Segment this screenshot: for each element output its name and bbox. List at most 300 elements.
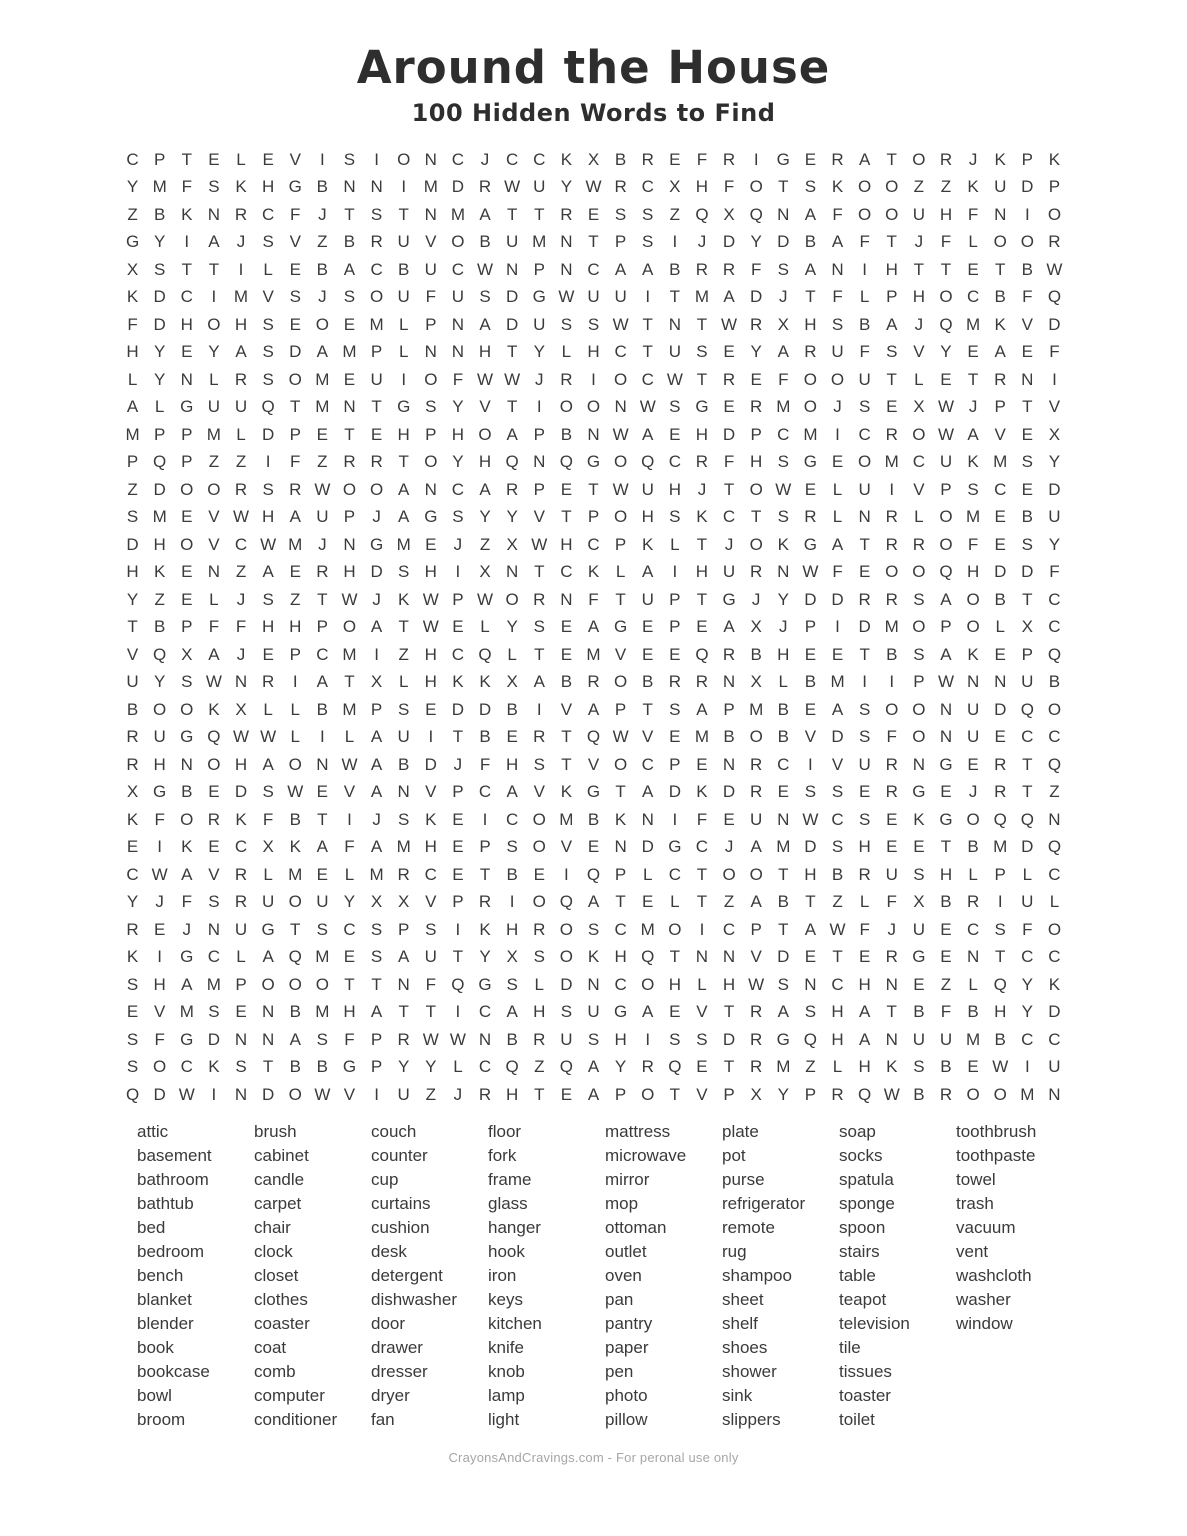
grid-letter: N — [506, 562, 519, 582]
grid-letter: Y — [614, 1057, 627, 1077]
grid-letter: S — [370, 947, 383, 967]
grid-letter: T — [886, 149, 897, 169]
grid-letter: C — [234, 837, 248, 857]
grid-letter: P — [289, 424, 301, 444]
word-item: stairs — [839, 1242, 880, 1261]
grid-letter: T — [696, 892, 708, 912]
grid-letter: B — [398, 754, 410, 774]
grid-letter: K — [289, 837, 301, 857]
grid-letter: U — [587, 287, 600, 307]
grid-letter: A — [316, 672, 329, 692]
grid-letter: E — [181, 589, 193, 609]
grid-letter: T — [832, 947, 843, 967]
grid-letter: S — [669, 699, 681, 719]
grid-letter: N — [641, 809, 654, 829]
grid-letter: L — [398, 342, 409, 362]
grid-letter: S — [262, 589, 274, 609]
grid-letter: L — [859, 892, 870, 912]
grid-letter: Q — [1020, 809, 1034, 829]
word-item: trash — [956, 1194, 994, 1213]
grid-letter: I — [238, 259, 244, 279]
grid-letter: B — [316, 177, 329, 197]
grid-letter: L — [263, 699, 273, 719]
grid-letter: I — [157, 837, 163, 857]
grid-letter: P — [886, 287, 898, 307]
grid-letter: D — [289, 342, 302, 362]
grid-letter: P — [533, 424, 545, 444]
grid-letter: E — [669, 644, 681, 664]
grid-letter: K — [208, 699, 220, 719]
grid-letter: H — [560, 534, 573, 554]
grid-letter: G — [695, 397, 709, 417]
grid-letter: O — [261, 974, 275, 994]
grid-letter: F — [588, 589, 599, 609]
grid-letter: P — [398, 919, 410, 939]
grid-letter: O — [315, 314, 329, 334]
grid-letter: C — [478, 1057, 492, 1077]
grid-letter: K — [614, 809, 627, 829]
grid-row — [119, 1054, 1068, 1082]
grid-letter: R — [858, 589, 871, 609]
grid-letter: U — [261, 892, 275, 912]
grid-letter: L — [859, 287, 870, 307]
word-item: mirror — [605, 1170, 650, 1189]
grid-letter: A — [587, 699, 600, 719]
grid-letter: F — [940, 232, 952, 252]
grid-letter: G — [722, 589, 736, 609]
grid-letter: U — [939, 452, 953, 472]
grid-letter: E — [642, 617, 654, 637]
grid-letter: C — [587, 534, 600, 554]
grid-letter: T — [398, 204, 409, 224]
grid-letter: O — [532, 837, 546, 857]
grid-letter: E — [967, 754, 979, 774]
grid-letter: O — [532, 809, 546, 829]
grid-letter: S — [289, 287, 301, 307]
grid-letter: I — [862, 672, 867, 692]
grid-letter: U — [451, 287, 465, 307]
grid-letter: W — [775, 479, 792, 499]
grid-letter: E — [858, 947, 871, 967]
grid-letter: R — [750, 1029, 763, 1049]
footer-credit: CrayonsAndCravings.com - For peronal use only — [448, 1450, 739, 1465]
grid-letter: S — [669, 397, 681, 417]
grid-letter: D — [1048, 314, 1061, 334]
grid-letter: H — [180, 314, 193, 334]
grid-letter: J — [887, 919, 896, 939]
word-item: fork — [488, 1146, 517, 1165]
word-item: bowl — [137, 1386, 172, 1405]
word-item: cabinet — [254, 1146, 309, 1165]
grid-letter: V — [533, 507, 545, 527]
grid-letter: W — [341, 754, 358, 774]
grid-letter: R — [695, 452, 709, 472]
grid-letter: L — [236, 947, 246, 967]
grid-letter: W — [422, 617, 439, 637]
grid-letter: S — [777, 974, 789, 994]
grid-letter: E — [452, 864, 464, 884]
grid-letter: L — [968, 864, 978, 884]
grid-letter: T — [859, 534, 870, 554]
grid-letter: B — [994, 287, 1006, 307]
grid-letter: H — [668, 479, 681, 499]
grid-letter: N — [885, 974, 898, 994]
grid-letter: Q — [1047, 837, 1062, 857]
grid-letter: G — [912, 782, 926, 802]
grid-letter: B — [777, 727, 789, 747]
grid-row — [119, 1081, 1068, 1109]
word-item: shower — [722, 1362, 777, 1381]
grid-letter: D — [831, 589, 844, 609]
word-item: teapot — [839, 1290, 887, 1309]
grid-letter: E — [316, 424, 329, 444]
grid-letter: O — [1020, 232, 1034, 252]
grid-letter: B — [587, 809, 600, 829]
grid-letter: S — [804, 782, 817, 802]
grid-letter: C — [641, 369, 654, 389]
grid-letter: T — [805, 287, 816, 307]
grid-letter: H — [261, 507, 275, 527]
grid-letter: D — [831, 727, 844, 747]
grid-letter: X — [1021, 617, 1033, 637]
grid-letter: J — [779, 617, 788, 637]
grid-letter: E — [804, 149, 817, 169]
grid-letter: P — [994, 864, 1006, 884]
grid-letter: D — [722, 1029, 736, 1049]
grid-letter: I — [645, 287, 651, 307]
grid-letter: D — [370, 562, 383, 582]
grid-letter: B — [506, 699, 518, 719]
grid-letter: T — [696, 314, 708, 334]
grid-letter: N — [316, 754, 329, 774]
grid-letter: S — [425, 919, 437, 939]
grid-letter: O — [180, 534, 194, 554]
grid-letter: A — [587, 892, 600, 912]
grid-letter: O — [207, 754, 221, 774]
grid-letter: N — [234, 672, 248, 692]
grid-letter: M — [830, 672, 845, 692]
grid-letter: T — [208, 259, 220, 279]
grid-letter: Q — [749, 204, 763, 224]
grid-letter: E — [181, 342, 193, 362]
grid-letter: J — [697, 479, 707, 499]
grid-letter: L — [832, 479, 843, 499]
grid-letter: U — [939, 1029, 953, 1049]
grid-letter: F — [425, 287, 436, 307]
grid-letter: E — [913, 837, 925, 857]
grid-row — [119, 559, 1068, 587]
grid-letter: R — [614, 177, 627, 197]
grid-letter: A — [398, 479, 410, 499]
grid-letter: D — [153, 287, 166, 307]
grid-letter: E — [804, 479, 817, 499]
grid-letter: T — [506, 397, 518, 417]
grid-letter: E — [642, 644, 654, 664]
grid-letter: J — [697, 232, 707, 252]
grid-letter: N — [966, 947, 980, 967]
grid-letter: F — [262, 809, 274, 829]
grid-letter: W — [477, 259, 494, 279]
word-item: pot — [722, 1146, 746, 1165]
grid-letter: S — [425, 397, 437, 417]
word-item: tile — [839, 1338, 861, 1357]
grid-letter: D — [506, 287, 519, 307]
grid-letter: E — [642, 892, 654, 912]
grid-letter: B — [750, 644, 762, 664]
grid-letter: R — [885, 947, 898, 967]
word-item: drawer — [371, 1338, 423, 1357]
grid-letter: R — [722, 259, 736, 279]
grid-letter: C — [451, 259, 465, 279]
grid-letter: T — [696, 534, 708, 554]
grid-letter: H — [695, 177, 709, 197]
grid-letter: T — [696, 864, 708, 884]
grid-letter: E — [587, 837, 600, 857]
grid-letter: V — [289, 149, 301, 169]
grid-letter: D — [478, 699, 492, 719]
grid-letter: A — [696, 699, 708, 719]
word-item: basement — [137, 1146, 212, 1165]
grid-letter: T — [344, 424, 355, 444]
grid-letter: I — [319, 149, 325, 169]
grid-letter: E — [696, 754, 708, 774]
grid-letter: V — [696, 1084, 708, 1104]
grid-letter: Y — [777, 1084, 789, 1104]
grid-letter: Y — [398, 1057, 410, 1077]
grid-letter: L — [670, 534, 680, 554]
grid-letter: T — [778, 177, 789, 197]
grid-letter: I — [455, 562, 461, 582]
grid-letter: B — [289, 809, 301, 829]
grid-letter: H — [424, 562, 437, 582]
grid-letter: L — [154, 397, 165, 417]
grid-letter: Q — [559, 1057, 573, 1077]
grid-letter: R — [397, 864, 410, 884]
grid-letter: X — [181, 644, 193, 664]
grid-letter: X — [126, 782, 139, 802]
grid-letter: U — [560, 1029, 573, 1049]
grid-letter: E — [886, 397, 898, 417]
grid-letter: O — [288, 892, 302, 912]
grid-letter: B — [153, 204, 166, 224]
grid-letter: H — [126, 342, 139, 362]
grid-letter: E — [967, 1057, 979, 1077]
grid-letter: Z — [534, 1057, 545, 1077]
grid-letter: S — [858, 397, 871, 417]
grid-letter: K — [587, 947, 600, 967]
grid-letter: Z — [127, 479, 138, 499]
grid-letter: C — [641, 754, 654, 774]
grid-letter: G — [532, 287, 546, 307]
grid-letter: W — [992, 1057, 1009, 1077]
word-item: washer — [956, 1290, 1011, 1309]
grid-letter: I — [699, 919, 705, 939]
grid-letter: T — [995, 947, 1006, 967]
grid-letter: S — [642, 232, 654, 252]
grid-letter: K — [153, 562, 166, 582]
grid-row — [119, 806, 1068, 834]
grid-letter: E — [831, 452, 844, 472]
grid-letter: N — [587, 424, 600, 444]
grid-letter: P — [533, 259, 545, 279]
grid-letter: T — [940, 837, 952, 857]
grid-letter: G — [180, 727, 194, 747]
grid-letter: O — [369, 479, 384, 499]
grid-letter: B — [723, 727, 735, 747]
grid-letter: G — [668, 837, 682, 857]
grid-letter: G — [478, 974, 492, 994]
grid-letter: F — [127, 314, 138, 334]
grid-letter: W — [612, 314, 629, 334]
grid-letter: L — [1049, 892, 1060, 912]
grid-letter: Z — [479, 534, 491, 554]
grid-letter: C — [831, 974, 844, 994]
grid-letter: I — [889, 479, 895, 499]
grid-letter: K — [642, 534, 654, 554]
grid-letter: X — [913, 397, 925, 417]
grid-letter: T — [669, 947, 681, 967]
grid-letter: L — [778, 672, 789, 692]
grid-letter: A — [994, 342, 1006, 362]
word-item: ottoman — [605, 1218, 667, 1237]
grid-letter: B — [967, 1002, 979, 1022]
grid-letter: T — [778, 919, 789, 939]
grid-letter: I — [672, 562, 678, 582]
grid-letter: S — [777, 452, 789, 472]
grid-letter: P — [370, 342, 383, 362]
grid-letter: J — [968, 397, 978, 417]
grid-letter: F — [344, 837, 355, 857]
grid-letter: I — [211, 1084, 217, 1104]
grid-letter: E — [858, 562, 871, 582]
grid-letter: V — [153, 1002, 166, 1022]
grid-letter: S — [370, 919, 383, 939]
grid-letter: P — [1021, 149, 1033, 169]
grid-letter: F — [696, 809, 708, 829]
grid-letter: U — [153, 727, 166, 747]
grid-letter: N — [614, 397, 627, 417]
grid-letter: K — [208, 1057, 220, 1077]
grid-letter: P — [750, 424, 762, 444]
grid-letter: C — [506, 809, 519, 829]
grid-letter: Q — [668, 1057, 682, 1077]
grid-letter: B — [858, 314, 871, 334]
grid-letter: T — [534, 204, 545, 224]
grid-letter: C — [668, 452, 681, 472]
word-item: conditioner — [254, 1410, 338, 1429]
grid-letter: Y — [560, 177, 573, 197]
grid-letter: B — [343, 232, 356, 252]
grid-letter: Z — [669, 204, 681, 224]
grid-letter: E — [723, 397, 735, 417]
grid-letter: K — [398, 589, 410, 609]
grid-row — [119, 366, 1068, 394]
grid-letter: G — [939, 809, 953, 829]
word-item: hook — [488, 1242, 525, 1261]
grid-letter: P — [614, 1084, 627, 1104]
grid-letter: S — [262, 342, 274, 362]
grid-letter: N — [1048, 809, 1061, 829]
grid-letter: A — [370, 754, 383, 774]
grid-letter: E — [452, 617, 464, 637]
grid-letter: D — [207, 1029, 221, 1049]
grid-letter: O — [153, 699, 167, 719]
word-item: floor — [488, 1122, 522, 1141]
grid-letter: M — [369, 864, 384, 884]
grid-letter: B — [1048, 672, 1061, 692]
grid-letter: A — [398, 947, 410, 967]
grid-letter: P — [1048, 177, 1061, 197]
grid-letter: P — [750, 919, 762, 939]
grid-letter: F — [859, 232, 870, 252]
word-item: couch — [371, 1122, 417, 1141]
grid-letter: G — [776, 149, 790, 169]
grid-letter: D — [153, 1084, 166, 1104]
grid-letter: X — [669, 177, 681, 197]
grid-letter: R — [560, 369, 573, 389]
grid-letter: R — [858, 864, 871, 884]
grid-letter: Z — [154, 589, 165, 609]
grid-letter: V — [1021, 314, 1033, 334]
grid-letter: T — [886, 369, 897, 389]
grid-letter: I — [319, 727, 325, 747]
grid-letter: L — [209, 589, 219, 609]
grid-letter: P — [452, 782, 464, 802]
grid-letter: Y — [153, 369, 166, 389]
grid-letter: T — [398, 452, 409, 472]
grid-letter: A — [886, 314, 898, 334]
grid-letter: E — [696, 1057, 708, 1077]
grid-letter: C — [343, 919, 356, 939]
grid-letter: U — [533, 177, 546, 197]
grid-letter: M — [532, 232, 547, 252]
grid-letter: N — [478, 1029, 492, 1049]
grid-letter: F — [832, 287, 843, 307]
word-item: closet — [254, 1266, 299, 1285]
grid-letter: P — [587, 507, 600, 527]
grid-letter: O — [288, 974, 302, 994]
grid-letter: F — [967, 534, 979, 554]
grid-letter: C — [424, 864, 437, 884]
grid-letter: B — [506, 1029, 518, 1049]
grid-letter: W — [341, 589, 358, 609]
grid-letter: A — [642, 1002, 654, 1022]
grid-letter: U — [234, 919, 248, 939]
grid-letter: T — [317, 809, 328, 829]
grid-letter: F — [154, 809, 165, 829]
grid-letter: S — [642, 204, 654, 224]
grid-letter: H — [750, 452, 763, 472]
grid-letter: D — [641, 837, 654, 857]
word-item: brush — [254, 1122, 297, 1141]
word-item: candle — [254, 1170, 305, 1189]
grid-letter: S — [479, 287, 491, 307]
grid-letter: D — [451, 177, 465, 197]
word-item: blanket — [137, 1290, 192, 1309]
grid-letter: Y — [153, 672, 166, 692]
grid-letter: Z — [208, 452, 220, 472]
grid-letter: K — [886, 1057, 898, 1077]
grid-letter: A — [750, 837, 762, 857]
grid-letter: M — [396, 837, 411, 857]
grid-letter: J — [372, 809, 381, 829]
word-item: blender — [137, 1314, 194, 1333]
grid-letter: P — [153, 149, 166, 169]
grid-letter: S — [858, 727, 871, 747]
grid-letter: O — [288, 754, 302, 774]
grid-letter: K — [696, 507, 708, 527]
grid-letter: U — [207, 397, 221, 417]
